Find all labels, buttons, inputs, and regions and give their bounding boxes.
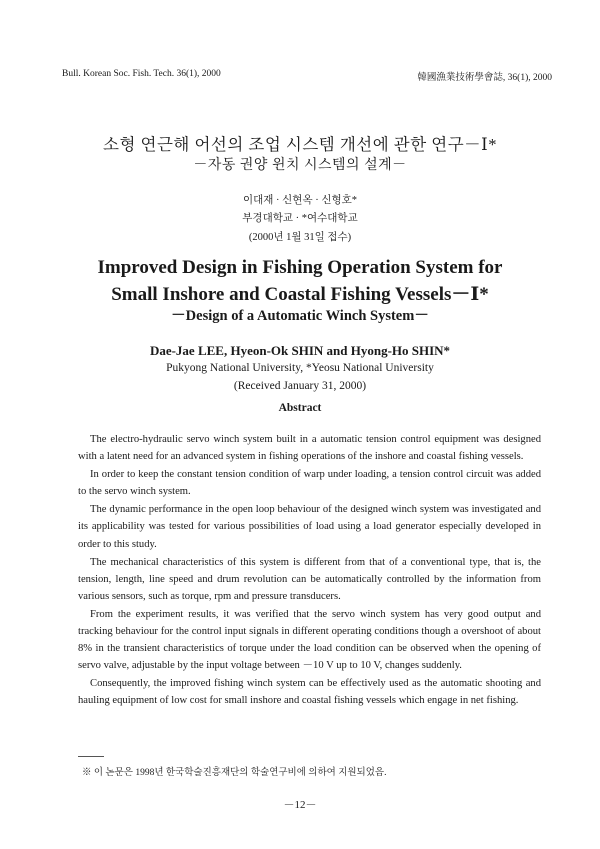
korean-title: 소형 연근해 어선의 조업 시스템 개선에 관한 연구－Ⅰ*: [103, 135, 497, 154]
abstract-heading: Abstract: [278, 402, 322, 414]
abstract-paragraph: The electro-hydraulic servo winch system built in a automatic tension control equipment was designed with a latent need for an advanced system in fishing operations of the inshore and coastal fishing vessels.: [78, 434, 541, 463]
english-title-line2: Small Inshore and Coastal Fishing Vessels－Ⅰ*: [111, 284, 489, 305]
abstract-body: [78, 431, 541, 711]
korean-subtitle: －자동 권양 윈치 시스템의 설계－: [193, 158, 407, 173]
korean-authors: 이대재 · 신현옥 · 신형호*: [242, 195, 358, 206]
abstract-paragraph: The mechanical characteristics of this system is different from that of a conventional type, that is, the tension, length, line speed and drum revolution can be automatically controlled by the information from various sensors, such as torque, rpm and pressure transducers.: [78, 556, 541, 602]
english-affiliation: Pukyong National University, *Yeosu National University: [166, 362, 434, 374]
journal-header-korean: 韓國漁業技術學會誌, 36(1), 2000: [417, 73, 552, 83]
footnote: ※ 이 논문은 1998년 한국학술진흥재단의 학술연구비에 의하여 지원되었음.: [82, 768, 387, 778]
footnote-divider: [78, 756, 104, 757]
english-received-date: (Received January 31, 2000): [233, 380, 367, 392]
korean-received-date: (2000년 1월 31일 접수): [248, 232, 352, 243]
page-number: －12－: [283, 799, 317, 811]
english-authors: Dae-Jae LEE, Hyeon-Ok SHIN and Hyong-Ho SHIN*: [149, 343, 451, 358]
abstract-paragraph: The dynamic performance in the open loop behaviour of the designed winch system was investigated and its applicability was tested for various possibilities of load using a load generator especially developed in order to this study.: [78, 504, 541, 550]
english-subtitle: －Design of a Automatic Winch System－: [171, 308, 429, 324]
journal-header-english: Bull. Korean Soc. Fish. Tech. 36(1), 2000: [62, 69, 221, 79]
abstract-paragraph: From the experiment results, it was verified that the servo winch system has very good output and tracking behaviour for the control input signals in different operating conditions though a overshoot of about 8% in the transient characteristics of torque under the load condition can be observed when the opening of servo valve, adjustable by the input voltage between －10 V up to 10 V, changes suddenly.: [78, 608, 541, 672]
english-title-line1: Improved Design in Fishing Operation System for: [97, 257, 503, 278]
korean-affiliation: 부경대학교 · *여수대학교: [242, 213, 358, 224]
abstract-paragraph: In order to keep the constant tension condition of warp under loading, a tension control circuit was added to the servo winch system.: [78, 469, 541, 498]
abstract-paragraph: Consequently, the improved fishing winch system can be effectively used as the automatic shooting and hauling equipment of low cost for small inshore and coastal fishing vessels which engage in net fishing.: [78, 678, 541, 707]
